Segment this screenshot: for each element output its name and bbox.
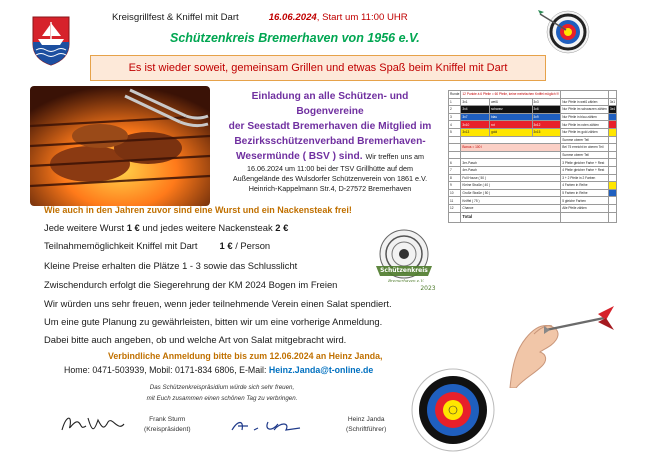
contact-line: [64, 365, 373, 375]
prizes-line: Kleine Preise erhalten die Plätze 1 - 3 sowie das Schlusslicht: [44, 260, 298, 271]
table-cell: 9: [449, 182, 461, 190]
email-link[interactable]: Heinz.Janda@t-online.de: [268, 365, 374, 375]
table-cell: Nur Pfeile im roten zählen: [561, 121, 609, 129]
table-cell: [449, 136, 461, 144]
table-cell: 3x7: [461, 113, 490, 121]
table-cell: [608, 91, 616, 99]
table-row: [449, 212, 617, 222]
table-row: [449, 136, 617, 144]
table-cell: Summe oberer Teil: [561, 136, 609, 144]
table-cell: 3 Pfeile gleicher Farbe + Rest: [561, 159, 609, 167]
price-steak: 2 €: [275, 222, 289, 233]
table-cell: Nur Pfeile im gold zählen: [561, 128, 609, 136]
signer-2-role: (Schriftführer): [346, 426, 387, 433]
table-cell: blau: [490, 113, 532, 121]
table-cell: [608, 174, 616, 182]
event-start-time: , Start um 11:00 UHR: [316, 12, 408, 23]
table-cell: rot: [490, 121, 532, 129]
table-cell: [608, 144, 616, 152]
table-cell: [608, 128, 616, 136]
table-cell: 4 Farben in Reihe: [561, 182, 609, 190]
table-cell: [608, 189, 616, 197]
invitation-block: [218, 89, 442, 195]
event-date: 16.06.2024: [268, 12, 317, 23]
table-cell: [608, 151, 616, 159]
table-cell: 3x9: [532, 113, 561, 121]
invitation-address: Heinrich-Kappelmann Str.4, D-27572 Bremerhaven: [248, 184, 412, 194]
event-title: Kreisgrillfest & Kniffel mit Dart: [112, 12, 239, 23]
table-cell: Bei 75 erreicht im oberen Teil: [561, 144, 609, 152]
closing-line: Das Schützenkreispräsidium würde sich sehr freuen,: [149, 384, 295, 391]
table-cell: Nur Pfeile in blau zählen: [561, 113, 609, 121]
table-cell: [608, 197, 616, 205]
signer-1: [144, 415, 191, 435]
planning-line: Um eine gute Planung zu gewährleisten, bitten wir um eine vorherige Anmeldung.: [44, 316, 383, 327]
table-cell: [449, 151, 461, 159]
invitation-line: Wesermünde ( BSV ) sind.: [235, 151, 363, 162]
table-row: [449, 98, 617, 106]
table-cell: 4er-Pasch: [461, 166, 561, 174]
table-row: [449, 113, 617, 121]
ceremony-line: Zwischendurch erfolgt die Siegerehrung der KM 2024 Bogen im Freien: [44, 279, 338, 290]
table-row: [449, 106, 617, 114]
signer-1-role: (Kreispräsident): [144, 426, 191, 433]
table-cell: gold: [490, 128, 532, 136]
table-cell: 3x4: [609, 107, 615, 112]
table-cell: 12: [449, 204, 461, 212]
table-cell: 5 Farben in Reihe: [561, 189, 609, 197]
score-head-runde: Runde: [450, 92, 460, 97]
table-cell: Kleine Straße ( 40 ): [461, 182, 561, 190]
table-cell: [449, 144, 461, 152]
registration-deadline: Verbindliche Anmeldung bitte bis zum 12.06.2024 an Heinz Janda,: [108, 351, 383, 361]
invitation-meeting: Wir treffen uns am: [365, 152, 425, 161]
grill-photo: [30, 86, 210, 206]
svg-text:2023: 2023: [420, 285, 436, 292]
table-cell: 1: [449, 98, 461, 106]
invitation-line: der Seestadt Bremerhaven die Mitglied im: [228, 121, 432, 132]
table-cell: [449, 212, 461, 222]
table-cell: [608, 136, 616, 144]
club-crest-logo: [30, 14, 72, 66]
table-cell: [608, 212, 616, 222]
price-line: [44, 222, 288, 233]
table-cell: 7: [449, 166, 461, 174]
table-cell: [608, 166, 616, 174]
table-cell: [608, 121, 616, 129]
salad-info-line: Dabei bitte auch angeben, ob und welche Art von Salat mitgebracht wird.: [44, 334, 347, 345]
small-target-icon: [536, 8, 596, 58]
table-cell: 3x13: [461, 128, 490, 136]
salad-line: Wir würden uns sehr freuen, wenn jeder teilnehmende Verein einen Salat spendiert.: [44, 298, 392, 309]
table-cell: Summe oberer Teil: [561, 151, 609, 159]
text-fragment: und jedes weitere Nackensteak: [142, 222, 273, 233]
kniffel-price: 1 €: [219, 240, 233, 251]
table-cell: [608, 204, 616, 212]
kniffel-scoresheet: [448, 90, 615, 260]
table-cell: Nur Pfeile in weiß zählen: [561, 98, 609, 106]
table-cell: 3: [449, 113, 461, 121]
signer-1-name: Frank Sturm: [149, 416, 186, 423]
table-cell: 11: [449, 197, 461, 205]
table-cell: Nur Pfeile im schwarzen zählen: [562, 107, 607, 112]
table-row: [449, 166, 617, 174]
svg-text:Schützenkreis: Schützenkreis: [380, 267, 428, 274]
signer-2-name: Heinz Janda: [347, 416, 385, 423]
table-cell: weiß: [490, 98, 532, 106]
table-row: [449, 197, 617, 205]
club-badge-logo: [366, 226, 442, 294]
table-row: [449, 189, 617, 197]
banner-message: Es ist wieder soweit, gemeinsam Grillen und etwas Spaß beim Kniffel mit Dart: [90, 55, 546, 81]
table-row: [449, 91, 617, 99]
svg-text:Bremerhaven e.V.: Bremerhaven e.V.: [388, 278, 424, 283]
table-row: [449, 159, 617, 167]
table-cell: 3x10: [461, 121, 490, 129]
table-cell: 10: [449, 189, 461, 197]
table-cell: Bonus = 100 l: [461, 144, 561, 152]
kniffel-line: [44, 240, 270, 251]
table-cell: [561, 212, 609, 222]
hand-dart-illustration: [506, 296, 616, 388]
closing-line: mit Euch zusammen einen schönen Tag zu verbringen.: [146, 395, 298, 402]
invitation-line: Bezirksschützenverband Bremerhaven-: [234, 136, 426, 147]
signature-heinz-janda: [228, 416, 308, 436]
score-head-note: 12 Punkte à 6 Pfeile = 60 Pfeile, keine mehrfachen Kniffel möglich !!!: [462, 92, 560, 97]
table-cell: Full House ( 50 ): [461, 174, 561, 182]
table-cell: [461, 136, 561, 144]
table-cell: Chance: [461, 204, 561, 212]
price-wurst: 1 €: [126, 222, 140, 233]
table-cell: [608, 159, 616, 167]
table-cell: 2: [449, 106, 461, 114]
table-cell: [461, 151, 561, 159]
table-cell: Kniffel ( 75 ): [461, 197, 561, 205]
lead-statement: Wie auch in den Jahren zuvor sind eine Wurst und ein Nackensteak frei!: [44, 205, 352, 215]
table-row: [449, 174, 617, 182]
invitation-datetime: 16.06.2024 um 11:00 bei der TSV Grillhütte auf dem: [247, 164, 413, 173]
table-cell: 3x12: [532, 121, 561, 129]
table-cell: 8: [449, 174, 461, 182]
table-cell: [608, 113, 616, 121]
text-fragment: / Person: [235, 240, 271, 251]
table-cell: 6: [449, 159, 461, 167]
table-cell: schwarz: [490, 106, 532, 114]
signature-frank-sturm: [58, 412, 130, 436]
invitation-line: Einladung an alle Schützen- und Bogenvereine: [251, 91, 409, 117]
table-cell: Alle Pfeile zählen: [561, 204, 609, 212]
table-cell: 3x15: [532, 128, 561, 136]
table-row: [449, 151, 617, 159]
event-header: [112, 12, 492, 23]
invitation-venue: Außengelände des Wulsdorfer Schützenverein von 1861 e.V.: [232, 174, 428, 184]
table-cell: 3x1: [609, 99, 615, 104]
text-fragment: Teilnahmemöglichkeit Kniffel mit Dart: [44, 240, 198, 251]
table-row: [449, 204, 617, 212]
table-cell: 3er-Pasch: [461, 159, 561, 167]
text-fragment: Jede weitere Wurst: [44, 222, 125, 233]
table-cell: 3x3: [532, 98, 561, 106]
score-total: Total: [461, 212, 561, 222]
archery-target-icon: [411, 368, 495, 452]
table-cell: [608, 182, 616, 190]
table-cell: 5: [449, 128, 461, 136]
club-name: Schützenkreis Bremerhaven von 1956 e.V.: [170, 31, 420, 45]
table-cell: Große Straße ( 50 ): [461, 189, 561, 197]
table-row: [449, 121, 617, 129]
signer-2: [346, 415, 386, 435]
table-cell: 3 + 2 Pfeile in 2 Farben: [561, 174, 609, 182]
table-cell: 3x4: [461, 106, 490, 114]
table-cell: [561, 91, 609, 99]
table-row: [449, 128, 617, 136]
table-cell: 3x6: [532, 106, 561, 114]
table-cell: 5 gleiche Farben: [561, 197, 609, 205]
table-row: [449, 182, 617, 190]
table-cell: 3x1: [461, 98, 490, 106]
table-row: [449, 144, 617, 152]
table-cell: 4: [449, 121, 461, 129]
contact-phones: Home: 0471-503939, Mobil: 0171-834 6806, E-Mail:: [64, 365, 267, 375]
table-cell: 4 Pfeile gleicher Farbe + Rest: [561, 166, 609, 174]
